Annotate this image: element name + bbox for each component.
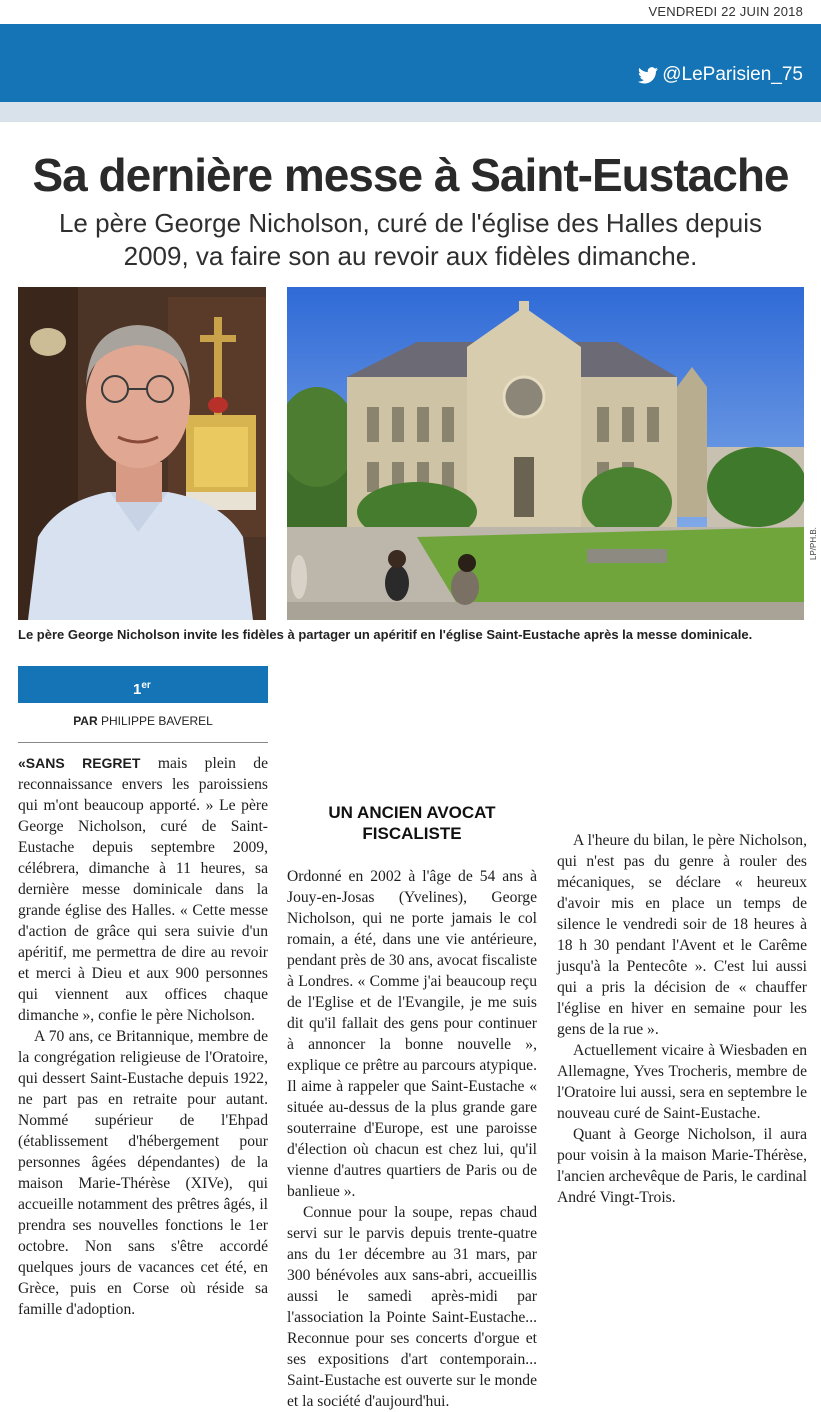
paragraph-1: «SANS REGRET mais plein de reconnaissance envers les paroissiens qui m'ont beaucoup apporté. » Le père George Nicholson, curé de Saint-Eustache depuis septembre 2009, célébrera, dimanche à 11 heures, sa dernière messe dominicale dans la grande église des Halles. « Cette messe d'action de grâce qui sera suivie d'un apéritif, me permettra de dire au revoir et merci à Dieu et aux 900 personnes qui viennent aux offices chaque dimanche », confie le père Nicholson. <box>18 755 268 1024</box>
header-band <box>0 102 821 122</box>
intertitle: UN ANCIEN AVOCAT FISCALISTE <box>328 803 496 843</box>
paragraph-5: A l'heure du bilan, le père Nicholson, qui n'est pas du genre à rouler des mécaniques, se déclare « heureux d'avoir mis en place un temps de silence le vendredi soir de 18 heures à 18 h 30 pendant l'Avent et le Carême jusqu'à la Pentecôte ». C'est lui aussi qui a pris la décision de « chauffer l'église en hiver en semaine pour les gens de la rue ». <box>557 832 807 1038</box>
paragraph-6: Actuellement vicaire à Wiesbaden en Allemagne, Yves Trocheris, membre de l'Oratoire lui aussi, sera en septembre le nouveau curé de Saint-Eustache. <box>557 1042 807 1122</box>
article-subtitle: Le père George Nicholson, curé de l'église des Halles depuis 2009, va faire son au revoir aux fidèles dimanche. <box>58 208 763 271</box>
paragraph-4: Connue pour la soupe, repas chaud servi sur le parvis depuis trente-quatre ans du 1er décembre au 31 mars, par 300 bénévoles aux sans-abri, accueillis aussi le samedi après-midi par l'association la Pointe Saint-Eustache... Reconnue pour ses concerts d'orgue et ses expositions d'art contemporain... Saint-Eustache est ouverte sur le monde et la société d'aujourd'hui. <box>287 1204 537 1410</box>
column-2-spacer <box>287 666 537 776</box>
photo-credit: LP/PH.B. <box>809 527 818 560</box>
paragraph-2a: A 70 ans, ce Britannique, membre de la congrégation religieuse de l'Oratoire, qui dessert Saint-Eustache depuis 1922, ne part pas en retraite pour autant. Nommé supérieur de l'Ehpad (établissement d'hébergement pour personnes âgées dépendantes) de la maison Marie-Thérèse (XIVe), qui accueille notamment des prêtres âgés, il prendra ses nouvelles fonctions le 1er octobre. Non sans s'être accordé quelques jours de vacances cet été, en Grèce, puis en Corse où réside sa famille d'adoption. <box>18 1028 268 1318</box>
paragraph-3: Ordonné en 2002 à l'âge de 54 ans à Jouy-en-Josas (Yvelines), George Nicholson, qui ne porte jamais le col romain, a été, dans une vie antérieure, pendant près de 30 ans, avocat fiscaliste à Londres. « Comme j'ai beaucoup reçu de l'Eglise et de l'Evangile, je me suis dit qu'il fallait des gens pour continuer à annoncer la bonne nouvelle », explique ce prêtre au parcours atypique. Il aime à rappeler que Saint-Eustache « située au-dessus de la plus grande gare souterraine d'Europe, est une paroisse d'élection où chacun est chez lui, qu'il vienne d'autres quartiers de Paris ou de banlieue ». <box>287 868 537 1200</box>
paragraph-7: Quant à George Nicholson, il aura pour voisin à la maison Marie-Thérèse, l'ancien archevêque de Paris, le cardinal André Vingt-Trois. <box>557 1126 807 1206</box>
section-number-box <box>18 666 268 703</box>
portrait-photo <box>18 287 266 620</box>
article-column-3 <box>557 830 807 1208</box>
article-title: Sa dernière messe à Saint-Eustache <box>32 149 789 201</box>
issue-date: VENDREDI 22 JUIN 2018 <box>648 4 803 19</box>
section-number: 1er <box>133 680 151 698</box>
header-bar <box>0 24 821 102</box>
photo-caption: Le père George Nicholson invite les fidèles à partager un apéritif en l'église Saint-Eustache après la messe dominicale. <box>18 627 753 642</box>
article-column-2b <box>287 666 537 1412</box>
article-column-1 <box>18 666 268 1320</box>
twitter-handle[interactable] <box>638 64 803 86</box>
twitter-handle-text: @LeParisien_75 <box>662 64 803 85</box>
twitter-bird-icon <box>638 67 658 84</box>
church-photo <box>287 287 804 620</box>
byline: PAR PHILIPPE BAVEREL <box>18 711 268 743</box>
